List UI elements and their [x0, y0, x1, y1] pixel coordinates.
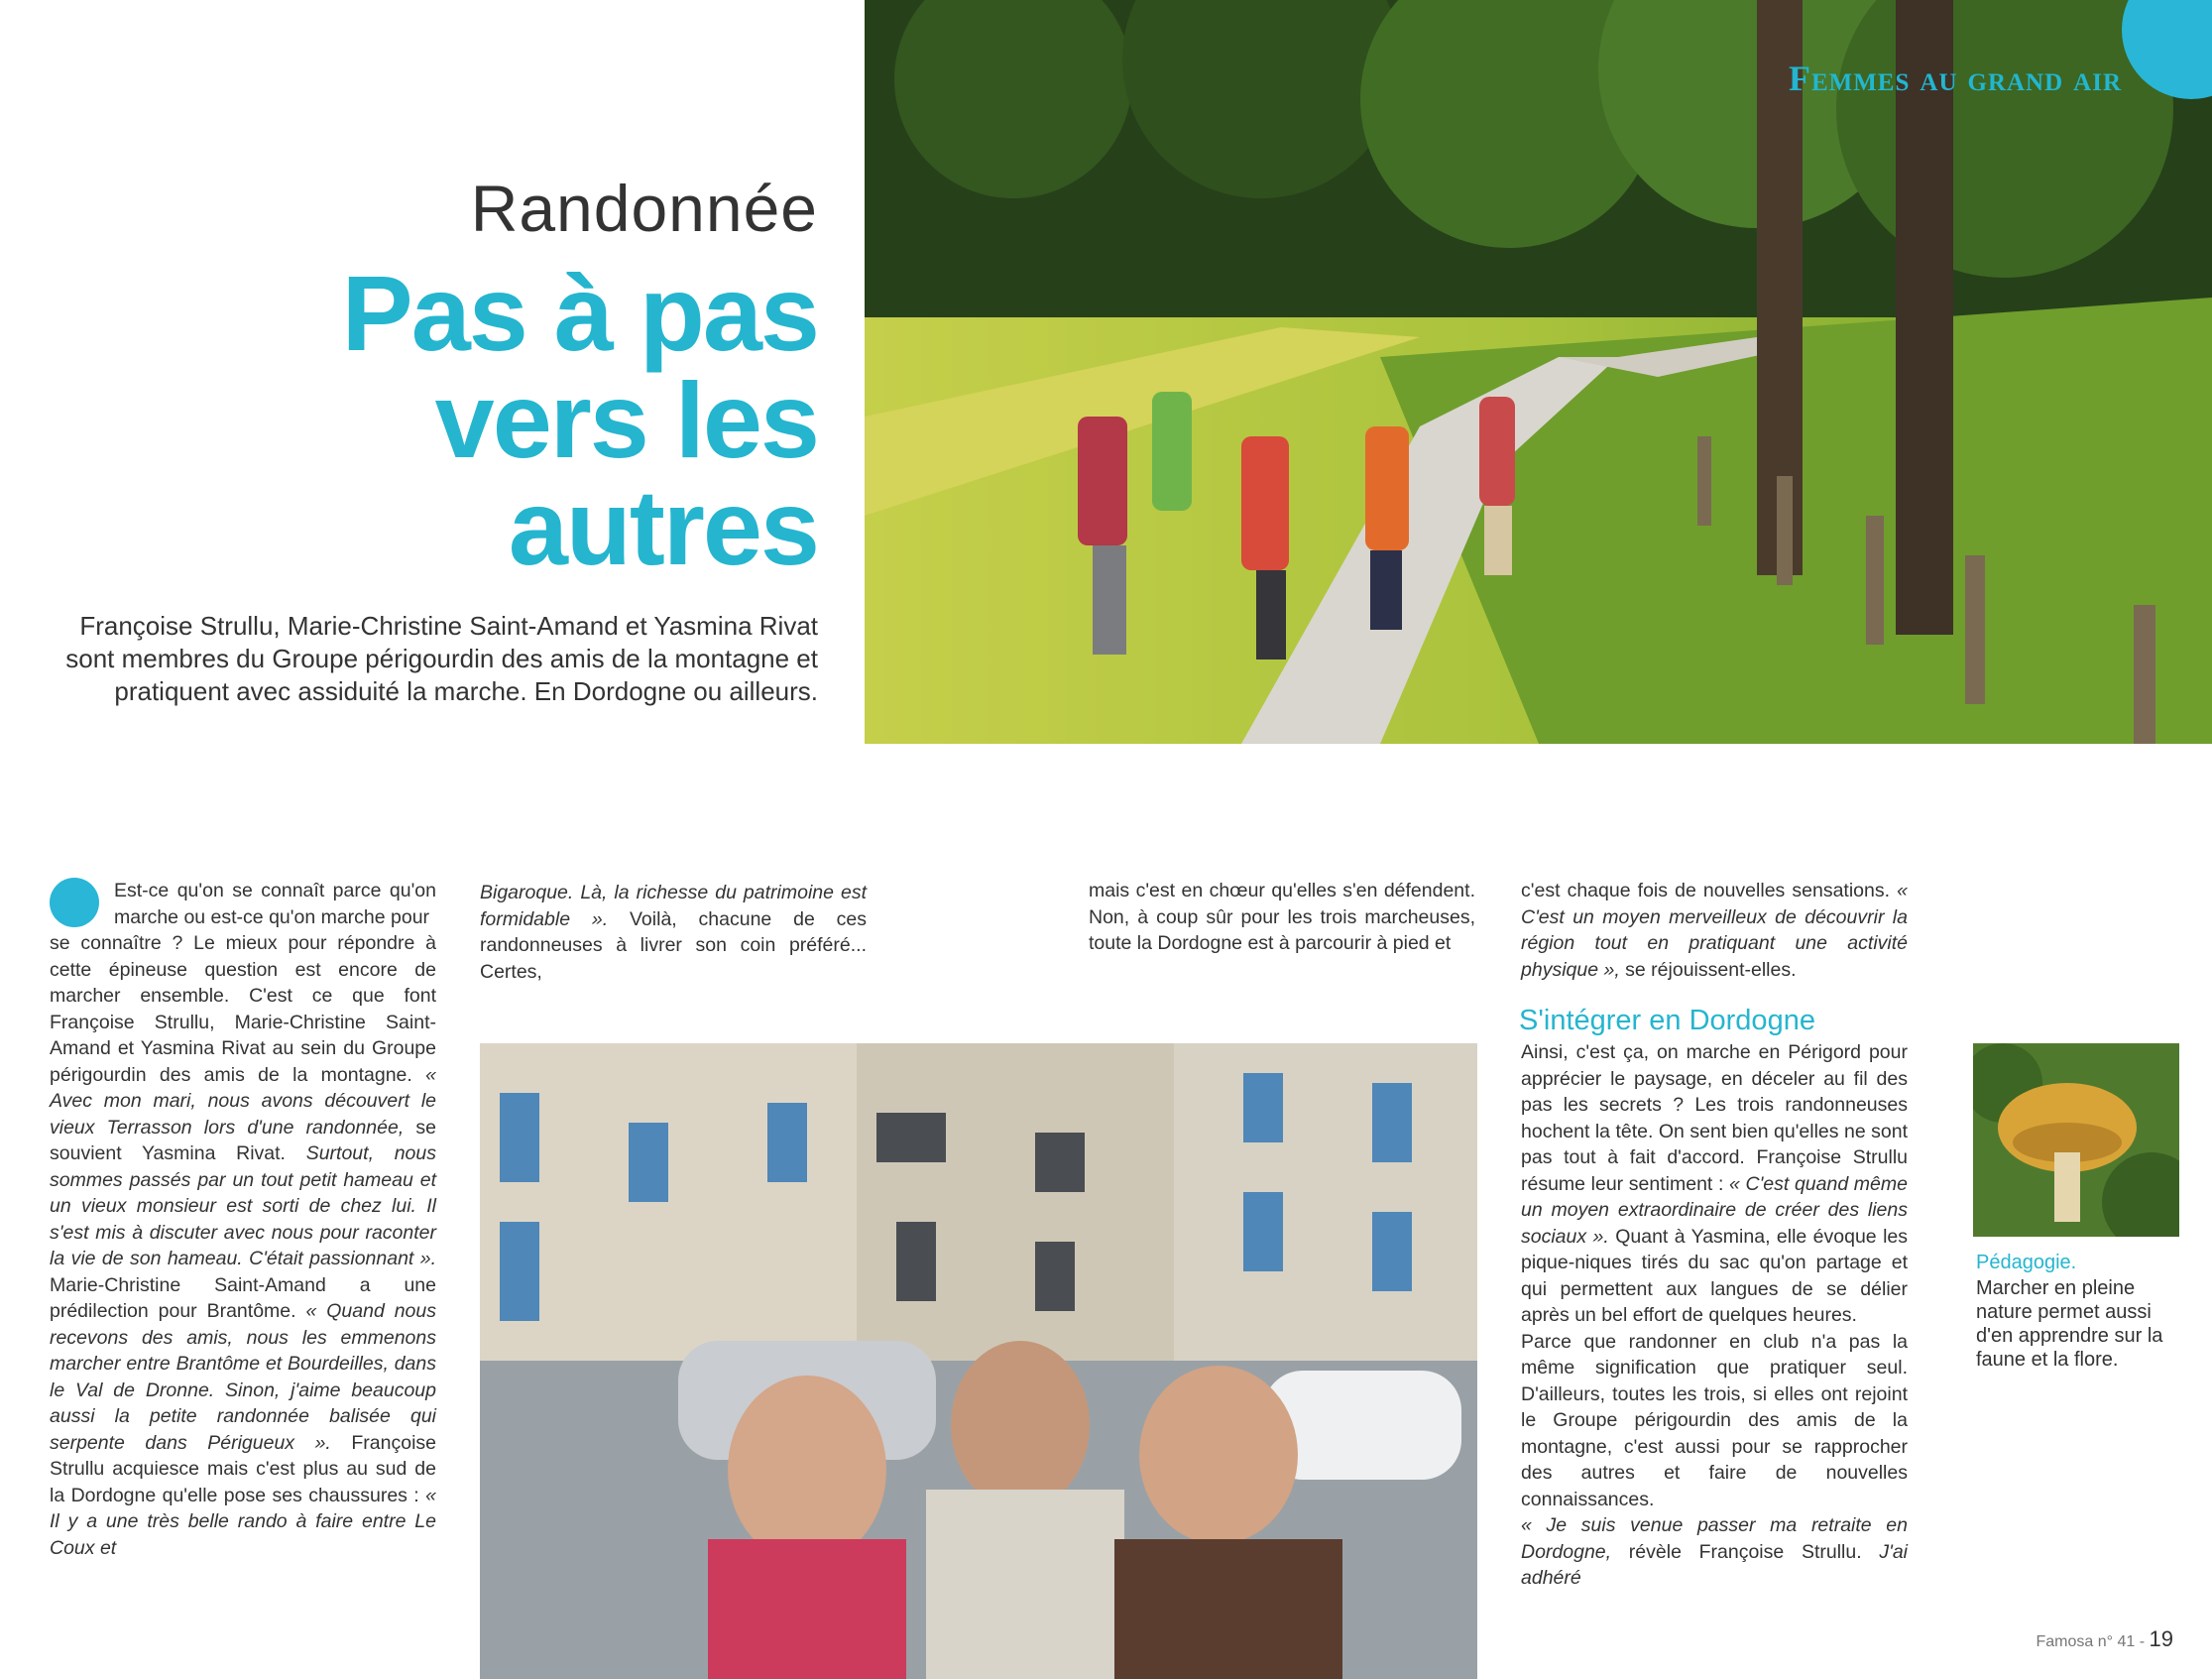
hero-photo-hikers	[865, 0, 2212, 744]
column-3-text: mais c'est en chœur qu'elles s'en défendent. Non, à coup sûr pour les trois marcheuses, toute la Dordogne est à parcourir à pied et	[1089, 880, 1475, 954]
folio-magazine: Famosa n° 41 -	[2036, 1633, 2146, 1650]
column-4-body	[1521, 1039, 1908, 1592]
column-4-quote: J'ai adhéré	[1521, 1540, 1909, 1589]
column-4-text: Parce que randonner en club n'a pas la même signification que pratiquer seul. D'ailleurs, toutes les trois, si elles ont rejoint le Groupe périgourdin des amis de la montagne, c'est aussi pour se rapprocher des autres et faire de nouvelles connaissances.	[1521, 1330, 1908, 1510]
page-folio	[1963, 1626, 2173, 1652]
headline-line-2: vers les autres	[434, 360, 818, 587]
column-1-quote: « Il y a une très belle rando à faire entre Le Coux et	[50, 1484, 436, 1559]
subheading: S'intégrer en Dordogne	[1519, 1005, 1815, 1036]
column-4-quote: « Je suis venue passer ma retraite en Dordogne,	[1521, 1514, 1908, 1563]
column-4-text: se réjouissent-elles.	[1625, 958, 1797, 981]
column-1-quote: « Quand nous recevons des amis, nous les emmenons marcher entre Brantôme et Bourdeilles, dans le Val de Dronne. Sinon, j'aime beaucoup aussi la petite randonnée balisée qui serpente dans Périgueux ».	[50, 1300, 436, 1454]
column-4-text: révèle Françoise Strullu.	[1628, 1540, 1862, 1563]
photo-three-women	[480, 1043, 1477, 1679]
article-kicker: Randonnée	[470, 172, 818, 245]
column-1-quote: Surtout, nous sommes passés par un tout petit hameau et un vieux monsieur est sorti de chez lui. Il s'est mis à discuter avec nous pour raconter la vie de son hameau. C'était passionnant ».	[50, 1142, 436, 1269]
column-4-quote: « C'est quand même un moyen extraordinaire de créer des liens sociaux ».	[1521, 1172, 1908, 1248]
column-2-text: Voilà, chacune de ces randonneuses à livrer son coin préféré... Certes,	[480, 907, 867, 983]
folio-page-number: 19	[2149, 1626, 2173, 1651]
caption-text: Marcher en pleine nature permet aussi d'en apprendre sur la faune et la flore.	[1976, 1277, 2163, 1371]
column-1-quote: « Avec mon mari, nous avons découvert le vieux Terrasson lors d'une randonnée,	[50, 1063, 436, 1139]
column-1-text: Françoise Strullu acquiesce mais c'est plus au sud de la Dordogne qu'elle pose ses chaussures :	[50, 1431, 436, 1506]
caption-title: Pédagogie.	[1976, 1252, 2077, 1273]
photo-mushroom	[1973, 1043, 2179, 1237]
column-4-quote: « C'est un moyen merveilleux de découvrir la région tout en pratiquant une activité physique »,	[1521, 880, 1908, 981]
column-4-text: c'est chaque fois de nouvelles sensations.	[1521, 880, 1891, 901]
column-4-text: Ainsi, c'est ça, on marche en Périgord pour apprécier le paysage, en déceler au fil des pas les secrets ? Les trois randonneuses hochent la tête. On sent bien qu'elles ne sont pas tout à fait d'accord. Françoise Strullu résume leur sentiment :	[1521, 1041, 1908, 1195]
column-1-text: Marie-Christine Saint-Amand a une prédilection pour Brantôme.	[50, 1273, 436, 1322]
column-3	[1089, 878, 1475, 957]
column-1-text: se connaître ? Le mieux pour répondre à cette épineuse question est encore de marcher ensemble. C'est ce que font Françoise Strullu, Marie-Christine Saint-Amand et Yasmina Rivat au sein du Groupe périgourdin des amis de la montagne.	[50, 932, 436, 1086]
headline-line-1: Pas à pas	[341, 253, 818, 373]
column-1-text: se souvient Yasmina Rivat.	[50, 1116, 436, 1164]
column-1	[50, 878, 436, 1561]
column-2	[480, 880, 867, 985]
section-rubric: Femmes au grand air	[1788, 59, 2122, 98]
intro-paragraph: Françoise Strullu, Marie-Christine Saint-Amand et Yasmina Rivat sont membres du Groupe périgourdin des amis de la montagne et pratiquent avec assiduité la marche. En Dordogne ou ailleurs.	[65, 611, 818, 706]
column-2-quote: Bigaroque. Là, la richesse du patrimoine est formidable ».	[480, 882, 867, 930]
column-1-lead: Est-ce qu'on se connaît parce qu'on marche ou est-ce qu'on marche pour	[114, 880, 436, 928]
column-4-text: Quant à Yasmina, elle évoque les pique-niques tirés du sac qu'on partage et qui permettent aux langues de se délier après un bel effort de quelques heures.	[1521, 1225, 1908, 1326]
column-4-top	[1521, 878, 1908, 983]
